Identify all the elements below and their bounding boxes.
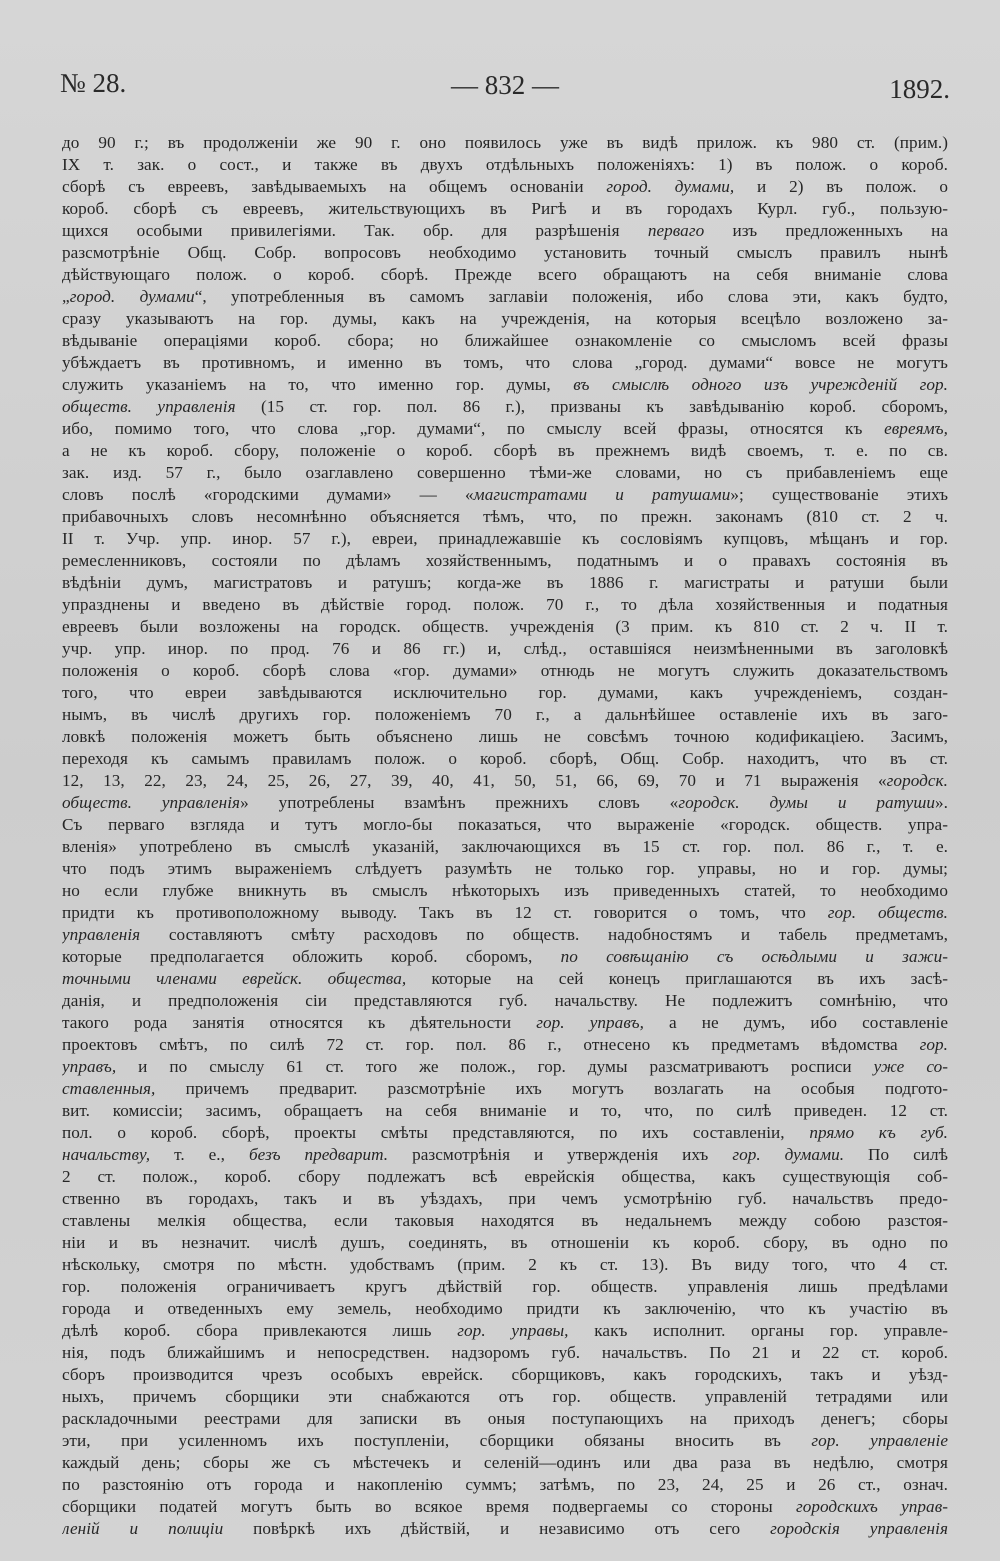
text-segment: короб. сборѣ съ евреевъ, жительствующихъ въ Ригѣ и въ городахъ Курл. губ., пользую- (62, 199, 948, 218)
text-line (62, 1012, 948, 1034)
text-segment: сразу указываютъ на гор. думы, какъ на учрежденія, на которыя всецѣло возложено за- (62, 309, 948, 328)
italic-segment: город. думами, (606, 177, 735, 196)
text-line (62, 1408, 948, 1430)
text-segment: ремесленниковъ, состояли по дѣламъ хозяйственнымъ, податнымъ и о правахъ состоянія въ (62, 551, 948, 570)
text-segment: ставлены мелкія общества, если таковыя находятся въ недальнемъ между собою разстоя- (62, 1211, 948, 1230)
text-line (62, 176, 948, 198)
text-line (62, 660, 948, 682)
text-segment: ». (935, 793, 948, 812)
text-line (62, 1254, 948, 1276)
year: 1892. (889, 74, 950, 104)
text-line (62, 1320, 948, 1342)
text-line (62, 924, 948, 946)
text-segment: убѣждаетъ въ противномъ, и именно въ томъ, что слова „город. думами“ вовсе не могутъ (62, 353, 948, 372)
text-line (62, 1342, 948, 1364)
text-line (62, 616, 948, 638)
text-segment: ибо, помимо того, что слова „гор. думами“, по смыслу всей фразы, относятся къ (62, 419, 885, 438)
italic-segment: леній и полиціи (62, 1519, 224, 1538)
text-segment: проектовъ смѣтъ, по силѣ 72 ст. гор. пол. 86 г., отнесено къ предметамъ вѣдомства (62, 1035, 920, 1054)
text-segment: такого рода занятія относятся къ дѣятельности (62, 1013, 537, 1032)
text-line (62, 1100, 948, 1122)
italic-segment: городскія управленія (770, 1519, 948, 1538)
text-segment: вѣдываніе операціями короб. сбора; но ближайшее ознакомленіе со смысломъ всей фразы (62, 331, 948, 350)
italic-segment: по совѣщанію съ осѣдлыми и зажи- (560, 947, 948, 966)
text-segment: учр. упр. инор. по прод. 76 и 86 гг.) и, слѣд., оставшіяся неизмѣненными въ заголовкѣ (62, 639, 948, 658)
text-segment: и по смыслу 61 ст. того же полож., гор. думы разсматриваютъ росписи (116, 1057, 874, 1076)
text-segment: (15 ст. гор. пол. 86 г.), призваны къ завѣдыванію короб. сборомъ, (235, 397, 948, 416)
text-line (62, 418, 948, 440)
text-segment: вленія» употреблено въ смыслѣ указаній, заключающихся въ 15 ст. гор. пол. 86 г., т. е. (62, 837, 948, 856)
text-segment: пол. о короб. сборѣ, проекты смѣты представляются, по ихъ составленіи, (62, 1123, 810, 1142)
text-segment: эти, при усиленномъ ихъ поступленіи, сборщики обязаны вносить въ (62, 1431, 812, 1450)
page-header (60, 64, 950, 104)
italic-segment: евреямъ, (884, 419, 948, 438)
italic-segment: гор. управленіе (811, 1431, 948, 1450)
page-number: — 832 — (451, 70, 559, 100)
text-segment: щихся особыми привилегіями. Так. обр. для разрѣшенія (62, 221, 648, 240)
text-line (62, 198, 948, 220)
text-segment: которые на сей конецъ приглашаются въ ихъ засѣ- (406, 969, 948, 988)
italic-segment: начальству, (62, 1145, 151, 1164)
text-segment: евреевъ были возложены на городск. обществ. учрежденія (3 прим. къ 810 ст. 2 ч. II т. (62, 617, 948, 636)
text-segment: нія, подъ ближайшимъ и непосредствен. надзоромъ губ. начальствъ. По 21 и 22 ст. короб. (62, 1343, 948, 1362)
text-segment: словъ послѣ «городскими думами» — « (62, 485, 474, 504)
text-line (62, 1188, 948, 1210)
text-line (62, 1056, 948, 1078)
italic-segment: гор. управъ, (536, 1013, 644, 1032)
text-line (62, 1144, 948, 1166)
text-segment: ловкѣ положенія можетъ быть объяснено лишь не совсѣмъ точною кодификаціею. Засимъ, (62, 727, 948, 746)
italic-segment: магистратами и ратушами (473, 485, 731, 504)
text-line (62, 462, 948, 484)
text-segment: 2 ст. полож., короб. сбору подлежатъ всѣ еврейскія общества, какъ существующія соб- (62, 1167, 948, 1186)
text-line (62, 1452, 948, 1474)
text-line (62, 836, 948, 858)
text-segment: гор. положенія ограничиваетъ кругъ дѣйствій гор. обществ. управленія лишь предѣлами (62, 1277, 948, 1296)
text-segment: ніи и въ незначит. числѣ душъ, соединять, въ отношеніи къ короб. сбору, въ одно по (62, 1233, 948, 1252)
text-segment: Съ перваго взгляда и тутъ могло-бы показаться, что выраженіе «городск. обществ. упра- (62, 815, 948, 834)
text-segment: ственно въ городахъ, такъ и въ уѣздахъ, при чемъ усмотрѣнію губ. начальствъ предо- (62, 1189, 948, 1208)
text-segment: IX т. зак. о сост., и также въ двухъ отдѣльныхъ положеніяхъ: 1) въ полож. о короб. (62, 155, 948, 174)
text-line (62, 726, 948, 748)
italic-segment: гор. (919, 1035, 948, 1054)
text-segment: »; существованіе этихъ (730, 485, 948, 504)
italic-segment: город. думами (69, 287, 195, 306)
text-line (62, 220, 948, 242)
text-segment: изъ предложенныхъ на (704, 221, 948, 240)
text-line (62, 770, 948, 792)
text-segment: а не къ короб. сбору, положеніе о короб. сборѣ въ прежнемъ видѣ своемъ, т. е. по св. (62, 441, 948, 460)
text-line (62, 132, 948, 154)
text-segment: какъ исполнит. органы гор. управле- (568, 1321, 948, 1340)
italic-segment: обществ. управленія (62, 793, 241, 812)
text-line (62, 506, 948, 528)
text-segment: переходя къ самымъ правиламъ полож. о короб. сборѣ, Общ. Собр. находитъ, что въ ст. (62, 749, 948, 768)
text-line (62, 352, 948, 374)
text-segment: по разстоянію отъ города и накопленію суммъ; затѣмъ, по 23, 24, 25 и 26 ст., означ. (62, 1475, 948, 1494)
text-line (62, 1232, 948, 1254)
text-line (62, 1210, 948, 1232)
text-segment: нымъ, въ числѣ другихъ гор. положеніемъ 70 г., а дальнѣйшее оставленіе ихъ въ заго- (62, 705, 948, 724)
body-text (62, 132, 948, 1540)
text-segment: того, что евреи завѣдываются исключительно гор. думами, какъ учрежденіемъ, создан- (62, 683, 948, 702)
italic-segment: городскихъ управ- (795, 1497, 948, 1516)
text-line (62, 594, 948, 616)
italic-segment: управъ, (62, 1057, 117, 1076)
text-segment: но если глубже вникнуть въ смыслъ нѣкоторыхъ изъ приведенныхъ статей, то необходимо (62, 881, 948, 900)
text-segment: разсмотрѣніе Общ. Собр. вопросовъ необходимо установить точный смыслъ правилъ нынѣ (62, 243, 948, 262)
italic-segment: городск. (886, 771, 948, 790)
text-segment: разсмотрѣнія и утвержденія ихъ (388, 1145, 733, 1164)
text-line (62, 858, 948, 880)
text-segment: прибавочныхъ словъ несомнѣнно объясняется тѣмъ, что, по прежн. законамъ (810 ст. 2 ч. (62, 507, 948, 526)
text-line (62, 1078, 948, 1100)
text-line (62, 286, 948, 308)
italic-segment: ставленныя, (62, 1079, 156, 1098)
text-segment: сборѣ съ евреевъ, завѣдываемыхъ на общемъ основаніи (62, 177, 607, 196)
text-line (62, 1276, 948, 1298)
text-segment: “, употребленныя въ самомъ заглавіи положенія, ибо слова эти, какъ будто, (194, 287, 948, 306)
text-line (62, 1496, 948, 1518)
text-line (62, 1166, 948, 1188)
italic-segment: точными членами еврейск. общества, (62, 969, 407, 988)
text-line (62, 1298, 948, 1320)
text-line (62, 1518, 948, 1540)
text-line (62, 440, 948, 462)
text-segment: города и отведенныхъ ему земель, необходимо придти къ заключенію, что къ участію въ (62, 1299, 948, 1318)
text-line (62, 638, 948, 660)
text-line (62, 550, 948, 572)
text-line (62, 528, 948, 550)
text-segment: По силѣ (844, 1145, 948, 1164)
italic-segment: городск. думы и ратуши (678, 793, 935, 812)
text-segment: зак. изд. 57 г., было озаглавлено совершенно тѣми-же словами, но съ прибавленіемъ еще (62, 463, 948, 482)
text-line (62, 308, 948, 330)
italic-segment: безъ предварит. (248, 1145, 389, 1164)
text-segment: II т. Учр. упр. инор. 57 г.), евреи, принадлежавшіе къ сословіямъ купцовъ, мѣщанъ и гор. (62, 529, 948, 548)
text-segment: составляютъ смѣту расходовъ по обществ. надобностямъ и табель предметамъ, (140, 925, 948, 944)
issue-number: № 28. (60, 68, 127, 98)
text-line (62, 1122, 948, 1144)
text-line (62, 1034, 948, 1056)
text-segment: придти къ противоположному выводу. Такъ въ 12 ст. говорится о томъ, что (62, 903, 828, 922)
text-line (62, 748, 948, 770)
text-line (62, 682, 948, 704)
italic-segment: гор. думами. (732, 1145, 845, 1164)
italic-segment: уже со- (873, 1057, 948, 1076)
text-segment: которые предполагается обложить короб. сборомъ, (62, 947, 561, 966)
text-line (62, 880, 948, 902)
text-line (62, 396, 948, 418)
text-segment: нѣскольку, смотря по мѣстн. удобствамъ (прим. 2 къ ст. 13). Въ виду того, что 4 ст. (62, 1255, 948, 1274)
text-segment: сборъ производится чрезъ особыхъ еврейск. сборщиковъ, какъ городскихъ, такъ и уѣзд- (62, 1365, 948, 1384)
text-segment: до 90 г.; въ продолженіи же 90 г. оно появилось уже въ видѣ прилож. къ 980 ст. (прим.) (62, 133, 948, 152)
text-line (62, 902, 948, 924)
italic-segment: управленія (62, 925, 141, 944)
text-segment: причемъ предварит. разсмотрѣніе ихъ могутъ возлагать на особыя подгото- (155, 1079, 948, 1098)
text-line (62, 792, 948, 814)
text-segment: вит. комиссіи; засимъ, обращаетъ на себя вниманіе и то, что, по силѣ привeден. 12 ст. (62, 1101, 948, 1120)
text-line (62, 1364, 948, 1386)
text-line (62, 572, 948, 594)
text-segment: дѣлѣ короб. сбора привлекаются лишь (62, 1321, 458, 1340)
italic-segment: въ смыслѣ одного изъ учрежденій гор. (573, 375, 948, 394)
text-segment: упразднены и введено въ дѣйствіе город. полож. 70 г., то дѣла хозяйственныя и податныя (62, 595, 948, 614)
italic-segment: перваго (647, 221, 705, 240)
text-segment: 12, 13, 22, 23, 24, 25, 26, 27, 39, 40, 41, 50, 51, 66, 69, 70 и 71 выраженія « (62, 771, 887, 790)
text-line (62, 1386, 948, 1408)
text-line (62, 990, 948, 1012)
text-line (62, 484, 948, 506)
text-segment: а не думъ, ибо составленіе (643, 1013, 948, 1032)
italic-segment: прямо къ губ. (809, 1123, 948, 1142)
text-segment: „ (62, 287, 70, 306)
text-segment: служить указаніемъ на то, что именно гор. думы, (62, 375, 574, 394)
text-segment: ныхъ, причемъ сборщики эти снабжаются отъ гор. обществ. управленій тетрадями или (62, 1387, 948, 1406)
text-line (62, 1430, 948, 1452)
italic-segment: обществ. управленія (62, 397, 236, 416)
text-segment: что подъ этимъ выраженіемъ слѣдуетъ разумѣть не только гор. управы, но и гор. думы; (62, 859, 948, 878)
text-segment: » употреблены взамѣнъ прежнихъ словъ « (240, 793, 679, 812)
text-line (62, 242, 948, 264)
text-line (62, 330, 948, 352)
text-segment: данія, и предположенія сіи представляются губ. начальству. Не подлежитъ сомнѣнію, что (62, 991, 948, 1010)
text-line (62, 264, 948, 286)
text-segment: сборщики податей могутъ быть во всякое время подвергаемы со стороны (62, 1497, 796, 1516)
text-segment: вѣдѣніи думъ, магистратовъ и ратушъ; когда-же въ 1886 г. магистраты и ратуши были (62, 573, 948, 592)
text-segment: каждый день; сборы же съ мѣстечекъ и селеній—одинъ или два раза въ недѣлю, смотря (62, 1453, 948, 1472)
text-segment: и 2) въ полож. о (734, 177, 948, 196)
text-segment: положенія о короб. сборѣ слова «гор. думами» отнюдь не могутъ служить доказательствомъ (62, 661, 948, 680)
text-line (62, 968, 948, 990)
italic-segment: гор. обществ. (827, 903, 948, 922)
text-segment: повѣркѣ ихъ дѣйствій, и независимо отъ сего (223, 1519, 771, 1538)
text-line (62, 946, 948, 968)
text-segment: раскладочными реестрами для записки въ оныя поступающихъ на приходъ денегъ; сборы (62, 1409, 948, 1428)
text-line (62, 814, 948, 836)
text-line (62, 1474, 948, 1496)
text-segment: дѣйствующаго полож. о короб. сборѣ. Прежде всего обращаютъ на себя вниманіе слова (62, 265, 948, 284)
italic-segment: гор. управы, (457, 1321, 569, 1340)
text-line (62, 704, 948, 726)
text-line (62, 374, 948, 396)
text-segment: т. е., (150, 1145, 249, 1164)
text-line (62, 154, 948, 176)
